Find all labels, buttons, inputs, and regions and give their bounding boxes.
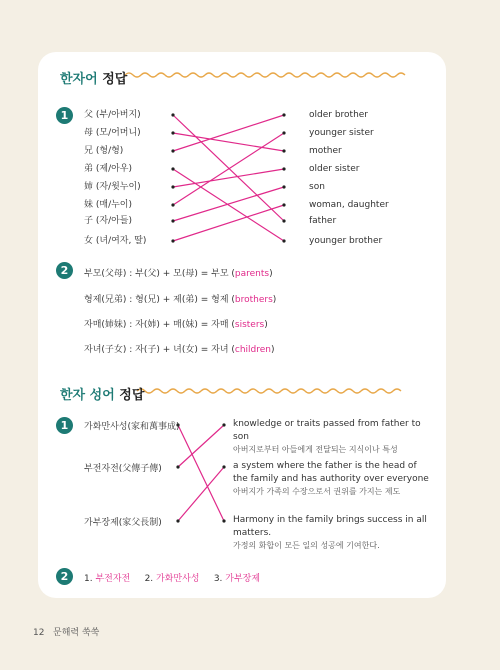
idiom-item: 부전자전(父傳子傳) <box>84 464 162 474</box>
match-lines-2 <box>178 425 224 521</box>
page-number: 12 <box>33 628 45 638</box>
meaning-item: Harmony in the family brings success in all matters. 가정의 화합이 모든 일의 성공에 기여한다. <box>233 515 427 550</box>
left-item: 妹 (매/누이) <box>84 200 132 210</box>
left-item: 父 (부/아버지) <box>84 110 141 120</box>
right-item: mother <box>309 146 342 156</box>
equation-line: 부모(父母) : 부(父) + 모(母) = 부모 (parents) <box>84 269 273 279</box>
right-item: son <box>309 182 325 192</box>
section-title-idiom: 한자 성어 정답 <box>60 388 145 403</box>
question-number-2: 2 <box>56 568 73 585</box>
answer-list: 1. 부전자전 2. 가화만사성 3. 가부장제 <box>84 574 261 584</box>
answer-text: parents <box>234 269 270 279</box>
equation-line: 자녀(子女) : 자(子) + 녀(女) = 자녀 (children) <box>84 345 275 355</box>
right-item: woman, daughter <box>309 200 389 210</box>
question-number-1: 1 <box>56 417 73 434</box>
left-item: 弟 (제/아우) <box>84 164 132 174</box>
left-item: 子 (자/아들) <box>84 216 132 226</box>
question-number-1: 1 <box>56 107 73 124</box>
title-wave-2 <box>137 389 401 393</box>
answer-text: brothers <box>234 295 273 305</box>
book-title: 문해력 쑥쑥 <box>53 628 100 638</box>
idiom-item: 가부장제(家父長制) <box>84 518 162 528</box>
question-number-2: 2 <box>56 262 73 279</box>
right-item: older brother <box>309 110 369 120</box>
meaning-item: a system where the father is the head of the family and has authority over everyone 아버지가 가족의 수장으로서 권위를 가지는 제도 <box>233 461 429 496</box>
title-wave-1 <box>125 73 405 77</box>
left-item: 母 (모/어머니) <box>84 128 141 138</box>
right-item: older sister <box>309 164 360 174</box>
answer-text: sisters <box>234 320 265 330</box>
meaning-item: knowledge or traits passed from father to son 아버지로부터 아들에게 전달되는 지식이나 특성 <box>233 419 421 454</box>
section-title-hanja: 한자어 정답 <box>60 72 128 87</box>
idiom-item: 가화만사성(家和萬事成) <box>84 422 180 432</box>
left-item: 女 (녀/여자, 딸) <box>84 236 147 246</box>
left-item: 姉 (자/윗누이) <box>84 182 141 192</box>
right-item: younger sister <box>309 128 374 138</box>
page-footer <box>33 625 99 638</box>
answer-text: children <box>234 345 272 355</box>
match-lines-1 <box>173 115 284 241</box>
right-item: father <box>309 216 337 226</box>
equation-line: 자매(姉妹) : 자(姉) + 매(妹) = 자매 (sisters) <box>84 320 268 330</box>
right-item: younger brother <box>309 236 383 246</box>
equation-line: 형제(兄弟) : 형(兄) + 제(弟) = 형제 (brothers) <box>84 295 277 305</box>
left-item: 兄 (형/형) <box>84 146 124 156</box>
